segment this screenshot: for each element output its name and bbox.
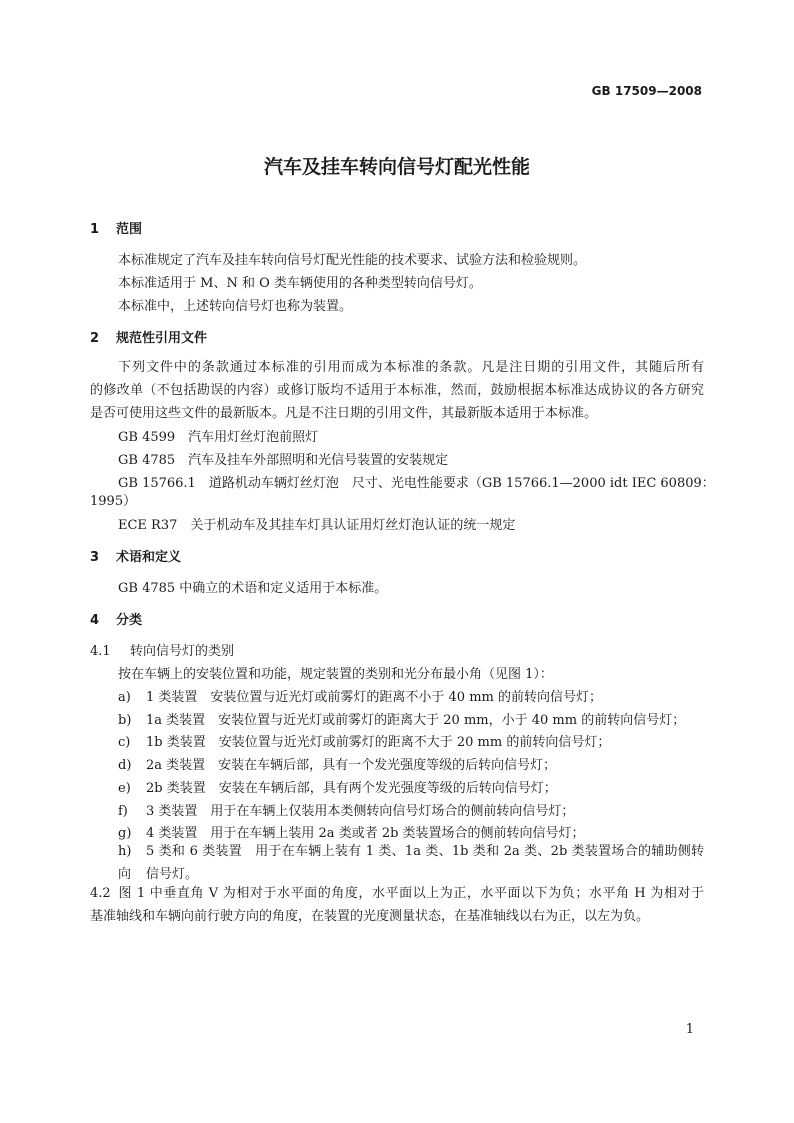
- list-item: [118, 686, 602, 705]
- section-title: 分类: [116, 613, 143, 628]
- section-1-heading: [90, 218, 142, 237]
- list-text: 1a 类装置 安装位置与近光灯或前雾灯的距离大于 20 mm，小于 40 mm 的前转向信号灯；: [146, 713, 686, 728]
- section-number: 1: [90, 222, 100, 237]
- list-item: [118, 754, 556, 773]
- paragraph: GB 4785 中确立的术语和定义适用于本标准。: [118, 581, 388, 596]
- list-text: 4 类装置 用于在车辆上装用 2a 类或者 2b 类装置场合的侧前转向信号灯；: [146, 826, 585, 841]
- list-item: [118, 840, 704, 886]
- section-2-heading: [90, 327, 207, 346]
- list-label: e): [118, 781, 131, 796]
- list-text: 2a 类装置 安装在车辆后部，具有一个发光强度等级的后转向信号灯；: [146, 758, 557, 773]
- list-label: c): [118, 735, 131, 750]
- reference-item-continuation: 1995）: [90, 494, 137, 509]
- list-text: 2b 类装置 安装在车辆后部，具有两个发光强度等级的后转向信号灯；: [146, 781, 557, 796]
- section-3-heading: [90, 546, 181, 565]
- paragraph: [90, 356, 704, 425]
- document-title: 汽车及挂车转向信号灯配光性能: [263, 156, 530, 178]
- list-item: [118, 709, 685, 728]
- list-label: h): [118, 844, 132, 859]
- reference-item: ECE R37 关于机动车及其挂车灯具认证用灯丝灯泡认证的统一规定: [118, 518, 516, 533]
- list-text: 3 类装置 用于在车辆上仅装用本类侧转向信号灯场合的侧前转向信号灯；: [146, 804, 575, 819]
- subsection-4-2: [90, 882, 704, 928]
- standard-number: GB 17509—2008: [591, 84, 702, 98]
- reference-item: GB 4599 汽车用灯丝灯泡前照灯: [118, 430, 319, 445]
- list-label: f): [118, 804, 128, 819]
- paragraph-line: [90, 882, 704, 905]
- paragraph-line: 的修改单（不包括勘误的内容）或修订版均不适用于本标准，然而，鼓励根据本标准达成协议的各方研究: [90, 383, 704, 398]
- paragraph-line: 下列文件中的条款通过本标准的引用而成为本标准的条款。凡是注日期的引用文件，其随后所有: [118, 360, 704, 375]
- page-number: 1: [685, 1022, 694, 1037]
- list-item-line: 信号灯。: [146, 867, 199, 882]
- list-label: b): [118, 713, 132, 728]
- section-4-heading: [90, 609, 142, 628]
- section-number: 2: [90, 331, 100, 346]
- paragraph: 按在车辆上的安装位置和功能，规定装置的类别和光分布最小角（见图 1）：: [118, 667, 553, 682]
- list-label: g): [118, 826, 132, 841]
- list-label: d): [118, 758, 132, 773]
- paragraph: 本标准适用于 M、N 和 O 类车辆使用的各种类型转向信号灯。: [118, 276, 482, 291]
- paragraph: 本标准规定了汽车及挂车转向信号灯配光性能的技术要求、试验方法和检验规则。: [118, 253, 587, 268]
- list-text: 5 类和 6 类装置 用于在车辆上装有 1 类、1a 类、1b 类和 2a 类、2b 类装置场合的辅助侧转向: [118, 844, 704, 882]
- list-item: [118, 822, 585, 841]
- list-text: 1b 类装置 安装位置与近光灯或前雾灯的距离不大于 20 mm 的前转向信号灯；: [146, 735, 611, 750]
- list-label: a): [118, 690, 131, 705]
- paragraph-text: 图 1 中垂直角 V 为相对于水平面的角度，水平面以上为正，水平面以下为负；水平角 H 为相对于: [118, 886, 704, 901]
- subsection-title: 转向信号灯的类别: [130, 644, 235, 659]
- reference-item: GB 4785 汽车及挂车外部照明和光信号装置的安装规定: [118, 453, 449, 468]
- section-title: 规范性引用文件: [116, 331, 208, 346]
- section-number: 4: [90, 613, 100, 628]
- subsection-number: 4.2: [90, 886, 111, 901]
- list-item: [118, 777, 557, 796]
- paragraph-line: 是否可使用这些文件的最新版本。凡是不注日期的引用文件，其最新版本适用于本标准。: [90, 406, 598, 421]
- list-item: [118, 800, 574, 819]
- subsection-4-1-heading: [90, 640, 234, 659]
- section-title: 范围: [116, 222, 143, 237]
- paragraph: 本标准中，上述转向信号灯也称为装置。: [118, 299, 353, 314]
- paragraph-line: 基准轴线和车辆向前行驶方向的角度，在装置的光度测量状态，在基准轴线以右为正，以左为负。: [90, 909, 650, 924]
- section-number: 3: [90, 550, 100, 565]
- list-item: [118, 731, 610, 750]
- section-title: 术语和定义: [116, 550, 182, 565]
- list-text: 1 类装置 安装位置与近光灯或前雾灯的距离不小于 40 mm 的前转向信号灯；: [146, 690, 602, 705]
- reference-item: GB 15766.1 道路机动车辆灯丝灯泡 尺寸、光电性能要求（GB 15766.1—2000 idt IEC 60809：: [118, 476, 715, 491]
- subsection-number: 4.1: [90, 644, 111, 659]
